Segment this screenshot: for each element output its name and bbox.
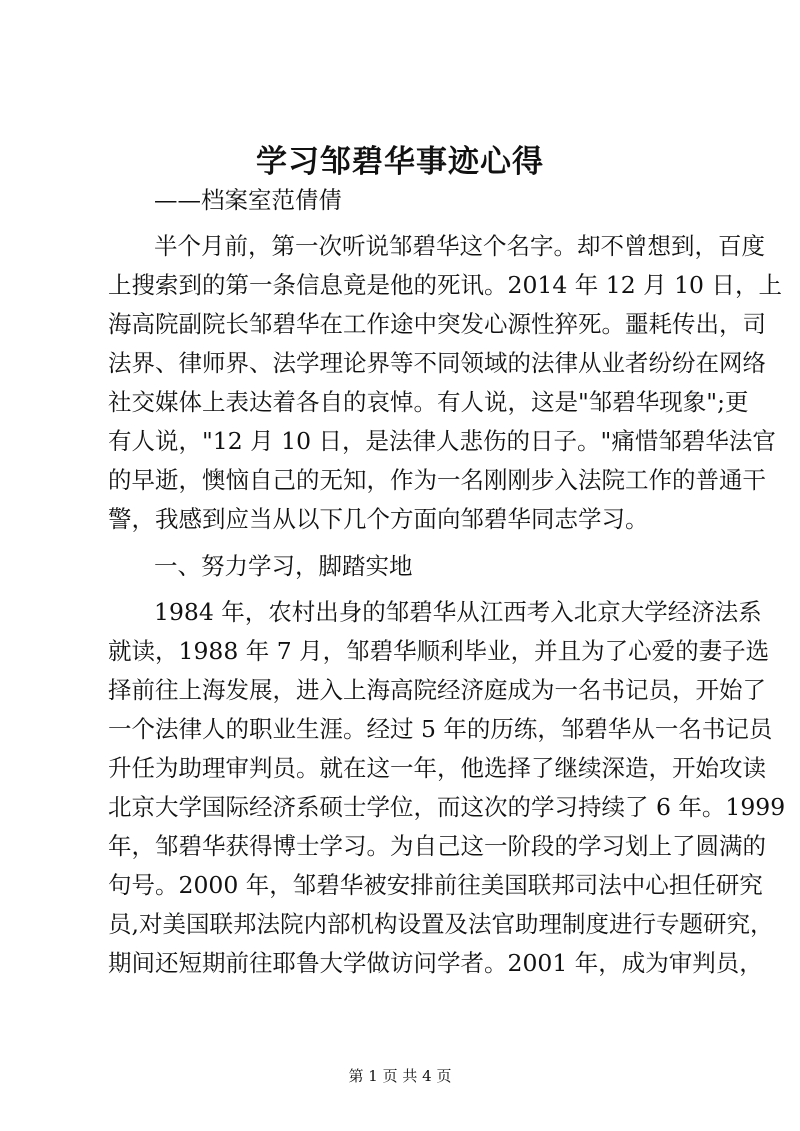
author-line: ——档案室范倩倩 bbox=[154, 186, 342, 214]
paragraph-line: 半个月前，第一次听说邹碧华这个名字。却不曾想到，百度 bbox=[154, 232, 765, 260]
paragraph-line: 年，邹碧华获得博士学习。为自己这一阶段的学习划上了圆满的 bbox=[108, 832, 766, 860]
paragraph-line: 北京大学国际经济系硕士学位，而这次的学习持续了 6 年。1999 bbox=[108, 793, 786, 821]
paragraph-line: 1984 年，农村出身的邹碧华从江西考入北京大学经济法系 bbox=[154, 598, 762, 626]
paragraph-line: 法界、律师界、法学理论界等不同领域的法律从业者纷纷在网络 bbox=[108, 349, 766, 377]
paragraph-line: 期间还短期前往耶鲁大学做访问学者。2001 年，成为审判员， bbox=[108, 949, 763, 977]
section-heading: 一、努力学习，脚踏实地 bbox=[154, 552, 413, 580]
paragraph-line: 社交媒体上表达着各自的哀悼。有人说，这是"邹碧华现象";更 bbox=[108, 388, 749, 416]
paragraph-line: 就读，1988 年 7 月，邹碧华顺利毕业，并且为了心爱的妻子选 bbox=[108, 637, 770, 665]
paragraph-line: 择前往上海发展，进入上海高院经济庭成为一名书记员，开始了 bbox=[108, 676, 766, 704]
paragraph-line: 有人说，"12 月 10 日，是法律人悲伤的日子。"痛惜邹碧华法官 bbox=[108, 427, 776, 455]
paragraph-line: 警，我感到应当从以下几个方面向邹碧华同志学习。 bbox=[108, 505, 649, 533]
paragraph-line: 升任为助理审判员。就在这一年，他选择了继续深造，开始攻读 bbox=[108, 754, 766, 782]
paragraph-line: 员,对美国联邦法院内部机构设置及法官助理制度进行专题研究， bbox=[108, 910, 774, 938]
paragraph-line: 上搜索到的第一条信息竟是他的死讯。2014 年 12 月 10 日，上 bbox=[108, 271, 782, 299]
paragraph-line: 的早逝，懊恼自己的无知，作为一名刚刚步入法院工作的普通干 bbox=[108, 466, 766, 494]
page-footer: 第 1 页 共 4 页 bbox=[348, 1067, 452, 1085]
paragraph-line: 一个法律人的职业生涯。经过 5 年的历练，邹碧华从一名书记员 bbox=[108, 715, 773, 743]
paragraph-line: 海高院副院长邹碧华在工作途中突发心源性猝死。噩耗传出，司 bbox=[108, 310, 766, 338]
paragraph-line: 句号。2000 年，邹碧华被安排前往美国联邦司法中心担任研究 bbox=[108, 871, 763, 899]
page-title: 学习邹碧华事迹心得 bbox=[256, 144, 544, 180]
